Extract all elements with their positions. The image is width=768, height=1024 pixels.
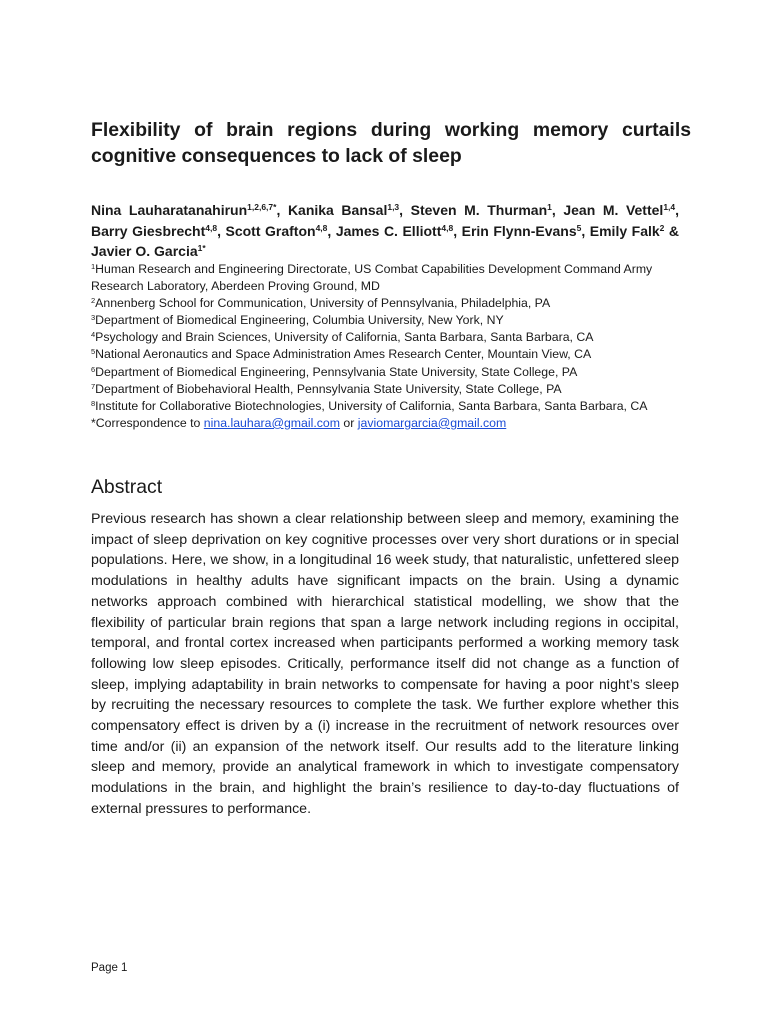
author-name: James C. Elliott xyxy=(335,222,442,239)
affiliation-number: 2 xyxy=(91,296,96,306)
author-separator: , xyxy=(675,202,680,218)
author-affiliation-marker: 5 xyxy=(576,222,582,233)
correspondence-or: or xyxy=(340,415,358,430)
affiliation-line xyxy=(91,278,691,295)
author-affiliation-marker: 4,8 xyxy=(441,222,454,233)
author-list xyxy=(91,200,679,262)
author-separator: , xyxy=(453,222,462,239)
author-affiliation-marker: 4,8 xyxy=(315,222,328,233)
abstract-heading: Abstract xyxy=(91,476,163,498)
email-link-nina[interactable]: nina.lauhara@gmail.com xyxy=(203,415,340,430)
author-separator: , xyxy=(276,202,288,218)
author-name: Scott Grafton xyxy=(225,222,316,239)
affiliation-text: National Aeronautics and Space Administration Ames Research Center, Mountain View, CA xyxy=(95,347,592,362)
author-name: Jean M. Vettel xyxy=(563,202,664,218)
correspondence-prefix: *Correspondence to xyxy=(91,415,204,430)
author-separator: , xyxy=(217,222,226,239)
affiliation-number: 3 xyxy=(91,313,96,323)
correspondence-line xyxy=(91,415,691,432)
author-name: Barry Giesbrecht xyxy=(91,222,206,239)
author-name: Emily Falk xyxy=(589,222,660,239)
affiliation-text: Institute for Collaborative Biotechnologies, University of California, Santa Barbara, Santa Barbara, CA xyxy=(95,398,648,413)
author-name: Kanika Bansal xyxy=(287,202,388,218)
affiliation-text: Annenberg School for Communication, University of Pennsylvania, Philadelphia, PA xyxy=(95,296,551,311)
author-separator: & xyxy=(664,222,680,239)
author-name: Javier O. Garcia xyxy=(91,243,198,259)
author-separator: , xyxy=(327,222,336,239)
affiliation-line xyxy=(91,312,691,329)
affiliation-text: Research Laboratory, Aberdeen Proving Ground, MD xyxy=(91,279,380,294)
affiliation-list xyxy=(91,261,691,432)
author-name: Erin Flynn-Evans xyxy=(461,222,577,239)
affiliation-text: Psychology and Brain Sciences, University of California, Santa Barbara, Santa Barbara, CA xyxy=(95,330,594,345)
author-affiliation-marker: 4,8 xyxy=(205,222,218,233)
affiliation-line xyxy=(91,295,691,312)
affiliation-number: 6 xyxy=(91,364,96,374)
author-affiliation-marker: 2 xyxy=(659,222,665,233)
author-affiliation-marker: 1* xyxy=(197,243,206,253)
author-affiliation-marker: 1,3 xyxy=(387,202,400,212)
author-separator: , xyxy=(399,202,411,218)
author-affiliation-marker: 1,2,6,7* xyxy=(247,202,277,212)
author-name: Steven M. Thurman xyxy=(410,202,548,218)
author-separator: , xyxy=(551,202,564,218)
affiliation-line xyxy=(91,346,691,363)
affiliation-line xyxy=(91,381,691,398)
author-name: Nina Lauharatanahirun xyxy=(91,202,248,218)
affiliation-line xyxy=(91,329,691,346)
author-affiliation-marker: 1,4 xyxy=(663,202,676,212)
author-affiliation-marker: 1 xyxy=(547,202,552,212)
affiliation-number: 4 xyxy=(91,330,96,340)
affiliation-text: Department of Biomedical Engineering, Pennsylvania State University, State College, PA xyxy=(95,364,578,379)
affiliation-text: Human Research and Engineering Directorate, US Combat Capabilities Development Command Army xyxy=(95,262,653,276)
affiliation-number: 8 xyxy=(91,398,96,408)
affiliation-line xyxy=(91,398,691,415)
author-separator: , xyxy=(581,222,590,239)
affiliation-number: 1 xyxy=(91,262,96,271)
abstract-body: Previous research has shown a clear relationship between sleep and memory, examining the impact of sleep deprivation on key cognitive processes over very short durations or in special populations. Here, we show, in a longitudinal 16 week study, that naturalistic, unfettered sleep modulations in healthy adults have significant impacts on the brain. Using a dynamic networks approach combined with hierarchical statistical modelling, we show that the flexibility of particular brain regions that span a large network including regions in occipital, temporal, and frontal cortex increased when participants performed a working memory task following low sleep episodes. Critically, performance itself did not change as a function of sleep, implying adaptability in brain networks to compensate for having a poor night’s sleep by recruiting the necessary resources to complete the task. We further explore whether this compensatory effect is driven by a (i) increase in the recruitment of network resources over time and/or (ii) an expansion of the network itself. Our results add to the literature linking sleep and memory, provide an analytical framework in which to investigate compensatory modulations in the brain, and highlight the brain’s resilience to day-to-day fluctuations of external pressures to performance. xyxy=(91,511,679,817)
affiliation-lines xyxy=(91,261,691,415)
affiliation-text: Department of Biobehavioral Health, Pennsylvania State University, State College, PA xyxy=(95,381,562,396)
affiliation-line xyxy=(91,364,691,381)
paper-title: Flexibility of brain regions during working memory curtails cognitive consequences to lack of sleep xyxy=(91,119,691,167)
affiliation-text: Department of Biomedical Engineering, Columbia University, New York, NY xyxy=(95,313,504,328)
affiliation-line xyxy=(91,261,691,278)
affiliation-number: 7 xyxy=(91,381,96,391)
page-number: Page 1 xyxy=(91,962,128,974)
affiliation-number: 5 xyxy=(91,347,96,357)
email-link-javier[interactable]: javiomargarcia@gmail.com xyxy=(357,415,507,430)
